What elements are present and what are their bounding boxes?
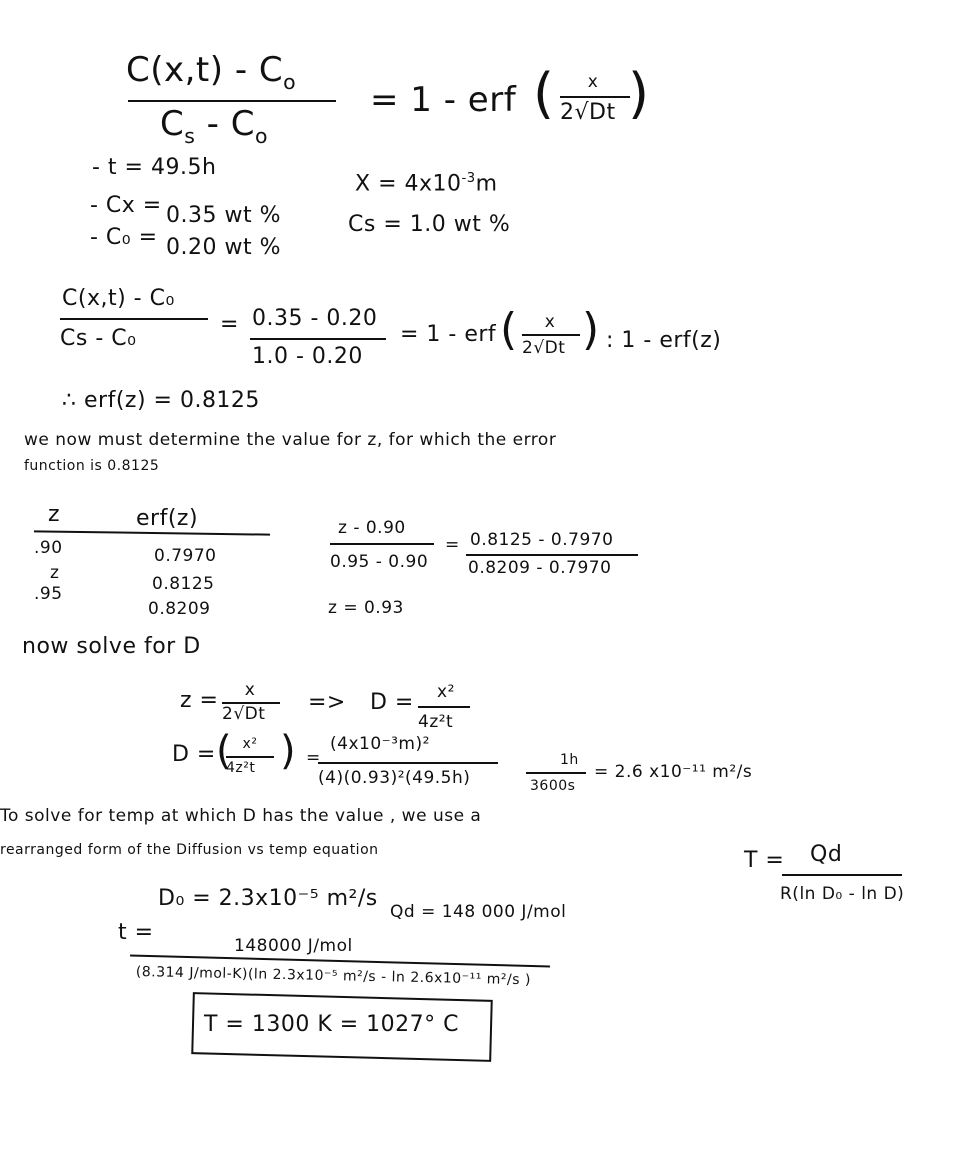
deq-d-label: D =: [370, 690, 414, 715]
eq1-open-paren: (: [533, 62, 555, 125]
eq2-fraction-bar: [60, 318, 208, 320]
note-line-2: function is 0.8125: [24, 458, 160, 474]
interp-equals: =: [445, 535, 460, 555]
final-num: 148000 J/mol: [234, 936, 353, 956]
deq2-num: x²: [242, 736, 258, 752]
given-cs: Cs = 1.0 wt %: [348, 212, 511, 237]
deq2-d-label: D =: [172, 742, 216, 767]
table-z-0: .90: [34, 538, 63, 558]
interp-result: z = 0.93: [328, 598, 404, 618]
interp-right-num: 0.8125 - 0.7970: [470, 530, 614, 550]
deq2-open-paren: (: [216, 728, 232, 774]
given-cx-label: - Cx =: [90, 193, 162, 218]
given-time: - t = 49.5h: [92, 155, 217, 180]
eq2-frac-den: 2√Dt: [522, 338, 566, 358]
eq2-rhs2: : 1 - erf(z): [606, 328, 722, 353]
eq2-values-bar: [250, 338, 386, 340]
eq1-frac-num: x: [587, 72, 599, 92]
deq-z-den: 2√Dt: [222, 704, 266, 724]
teq-bar: [782, 874, 902, 876]
table-erf-0: 0.7970: [154, 546, 217, 566]
deq2-equals: =: [306, 748, 321, 768]
const-d0: D₀ = 2.3x10⁻⁵ m²/s: [158, 886, 378, 911]
deq2-calc-den: (4)(0.93)²(49.5h): [318, 768, 471, 788]
temp-line-1: To solve for temp at which D has the value , we use a: [0, 806, 482, 826]
eq1-fraction-bar: [128, 100, 336, 102]
final-den: (8.314 J/mol-K)(ln 2.3x10⁻⁵ m²/s - ln 2.6x10⁻¹¹ m²/s ): [135, 964, 532, 989]
table-header-erf: erf(z): [136, 506, 199, 531]
eq2-open-paren: (: [500, 304, 518, 355]
deq2-result: = 2.6 x10⁻¹¹ m²/s: [594, 762, 753, 782]
teq-den: R(ln D₀ - ln D): [780, 884, 905, 904]
const-qd: Qd = 148 000 J/mol: [390, 902, 567, 922]
final-t-label: t =: [118, 920, 154, 945]
eq2-frac-bar: [522, 334, 580, 336]
given-x: $X = 4x10^{-3}m$: [355, 171, 498, 197]
interp-left-num: z - 0.90: [338, 518, 406, 538]
interp-left-bar: [330, 543, 434, 545]
eq1-numerator: $C(x,t) - C_o$: [126, 50, 297, 94]
table-header-rule: [34, 530, 270, 535]
eq2-den-values: 1.0 - 0.20: [252, 344, 363, 369]
eq1-rhs: = 1 - erf: [370, 80, 517, 120]
deq2-bar: [226, 756, 274, 758]
given-co-value: 0.20 wt %: [166, 235, 281, 260]
given-cx-value: 0.35 wt %: [166, 203, 281, 228]
deq2-conv-den: 3600s: [530, 778, 576, 794]
table-z-1: z: [50, 563, 60, 583]
temp-line-2: rearranged form of the Diffusion vs temp equation: [0, 842, 379, 858]
deq-d-bar: [418, 706, 470, 708]
eq1-denominator: $C_s - C_o$: [160, 104, 268, 148]
table-erf-2: 0.8209: [148, 599, 211, 619]
deq2-conv-num: 1h: [560, 752, 579, 768]
eq2-numerator: C(x,t) - C₀: [62, 286, 175, 311]
eq1-frac-bar: [560, 96, 630, 98]
interp-right-bar: [466, 554, 638, 556]
deq2-calc-num: (4x10⁻³m)²: [330, 734, 430, 754]
deq-z-num: x: [244, 680, 256, 700]
interp-right-den: 0.8209 - 0.7970: [468, 558, 612, 578]
therefore-erf: ∴ erf(z) = 0.8125: [62, 388, 260, 413]
deq2-close-paren: ): [280, 728, 296, 774]
deq-z-label: z =: [180, 688, 219, 713]
final-answer: T = 1300 K = 1027° C: [204, 1012, 460, 1037]
table-erf-1: 0.8125: [152, 574, 215, 594]
deq2-calc-bar: [318, 762, 498, 764]
teq-num: Qd: [810, 842, 843, 867]
solve-for-d: now solve for D: [22, 634, 201, 659]
deq2-conv-bar: [526, 772, 586, 774]
deq2-den: 4z²t: [226, 760, 256, 776]
given-co-label: - C₀ =: [90, 225, 158, 250]
eq2-num-values: 0.35 - 0.20: [252, 306, 378, 331]
eq1-frac-den: 2√Dt: [560, 100, 616, 125]
eq2-close-paren: ): [582, 304, 600, 355]
teq-t-label: T =: [744, 848, 785, 873]
deq-arrow: =>: [308, 690, 346, 715]
note-line-1: we now must determine the value for z, for which the error: [24, 430, 557, 450]
eq2-frac-num: x: [544, 312, 556, 332]
table-z-2: .95: [34, 584, 63, 604]
interp-left-den: 0.95 - 0.90: [330, 552, 429, 572]
deq-d-den: 4z²t: [418, 712, 454, 732]
eq2-rhs: = 1 - erf: [400, 322, 497, 347]
table-header-z: z: [48, 502, 61, 527]
eq1-close-paren: ): [628, 62, 650, 125]
eq2-equals: =: [220, 312, 239, 337]
deq-d-num: x²: [437, 682, 455, 702]
eq2-denominator: Cs - C₀: [60, 326, 137, 351]
